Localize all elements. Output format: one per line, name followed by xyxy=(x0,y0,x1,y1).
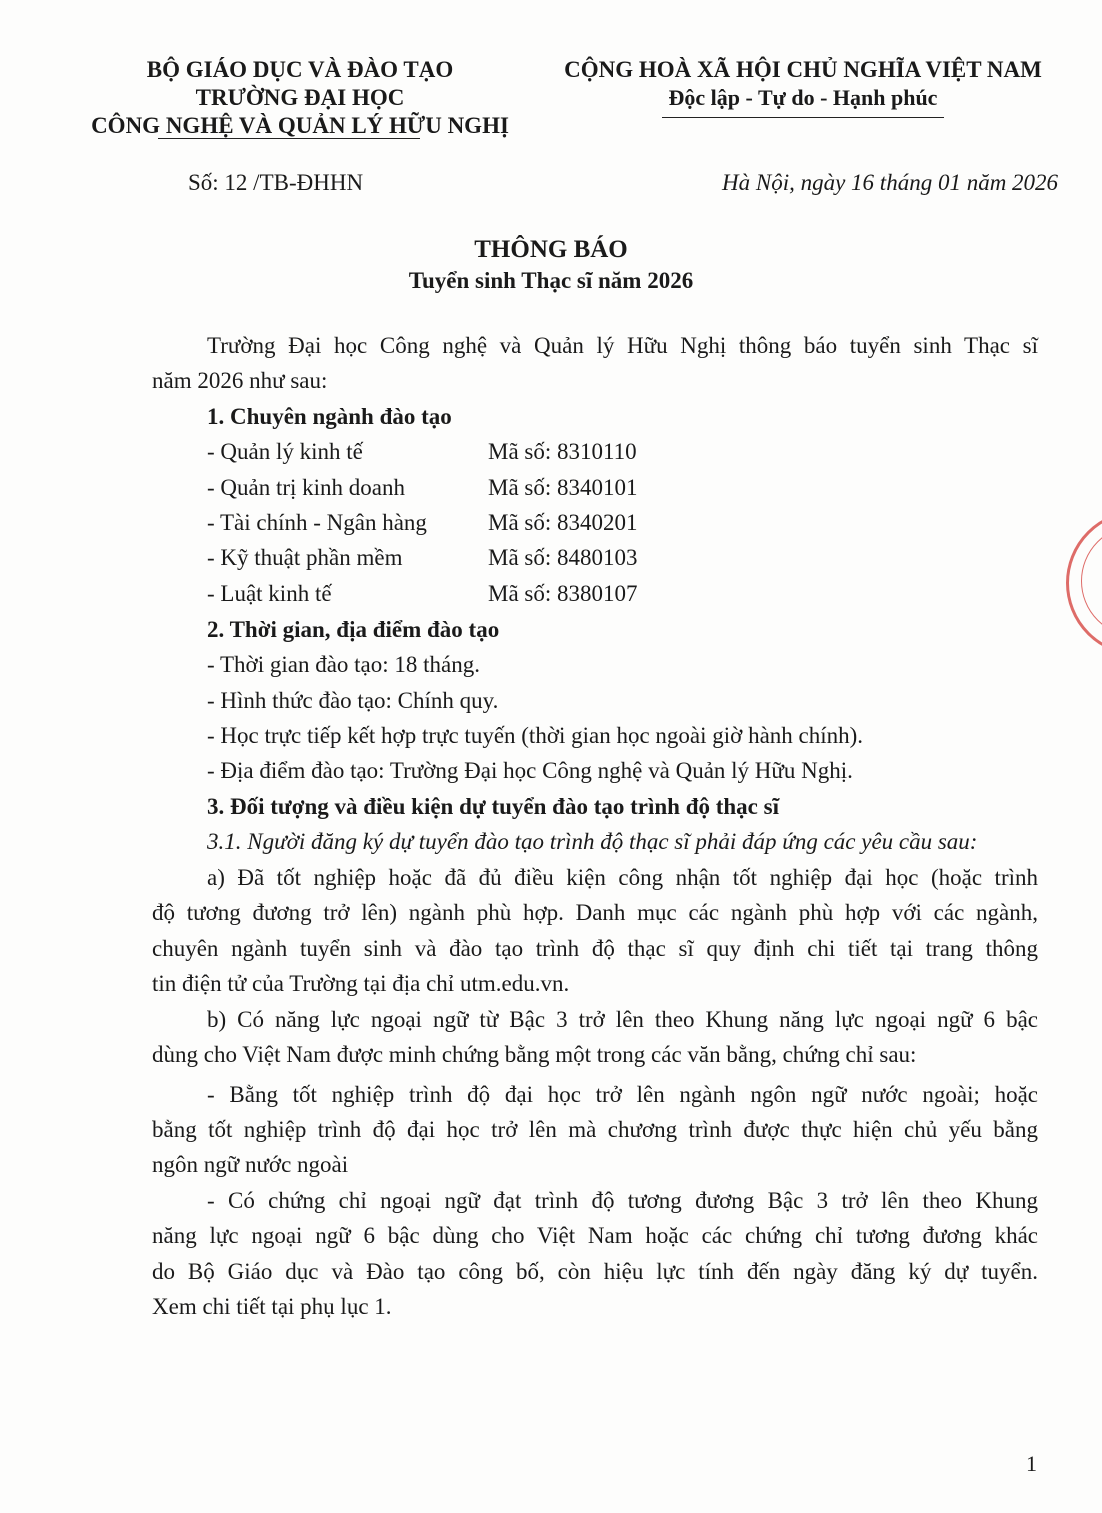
bullet2-line: Xem chi tiết tại phụ lục 1. xyxy=(152,1294,392,1319)
major-name: - Quản lý kinh tế xyxy=(207,439,363,464)
bullet1-line: ngôn ngữ nước ngoài xyxy=(152,1152,349,1177)
bullet1-line: - Bằng tốt nghiệp trình độ đại học trở lên ngành ngôn ngữ nước ngoài; hoặc xyxy=(207,1082,1038,1107)
section1-heading: 1. Chuyên ngành đào tạo xyxy=(207,404,452,429)
para-a-line: tin điện tử của Trường tại địa chỉ utm.edu.vn. xyxy=(152,971,570,996)
major-code: Mã số: 8380107 xyxy=(488,581,638,606)
major-name: - Luật kinh tế xyxy=(207,581,332,606)
document-subtitle: Tuyển sinh Thạc sĩ năm 2026 xyxy=(408,268,694,293)
issuer-block xyxy=(60,56,540,140)
major-name: - Quản trị kinh doanh xyxy=(207,475,406,500)
major-code: Mã số: 8340101 xyxy=(488,475,638,500)
section2-heading: 2. Thời gian, địa điểm đào tạo xyxy=(207,617,500,642)
national-header xyxy=(548,56,1058,112)
motto-underline xyxy=(662,117,944,118)
ministry-name: BỘ GIÁO DỤC VÀ ĐÀO TẠO xyxy=(146,57,454,82)
major-name: - Tài chính - Ngân hàng xyxy=(207,510,427,535)
intro-line-2: năm 2026 như sau: xyxy=(152,368,328,393)
seal-inner-ring xyxy=(1081,525,1102,637)
university-line2: CÔNG NGHỆ VÀ QUẢN LÝ HỮU NGHỊ xyxy=(91,113,509,138)
training-info-item: - Địa điểm đào tạo: Trường Đại học Công nghệ và Quản lý Hữu Nghị. xyxy=(207,758,853,783)
university-line1: TRƯỜNG ĐẠI HỌC xyxy=(195,85,405,110)
para-a-line: a) Đã tốt nghiệp hoặc đã đủ điều kiện công nhận tốt nghiệp đại học (hoặc trình xyxy=(207,865,1038,890)
bullet2-line: - Có chứng chỉ ngoại ngữ đạt trình độ tương đương Bậc 3 trở lên theo Khung xyxy=(207,1188,1038,1213)
para-b-line: dùng cho Việt Nam được minh chứng bằng một trong các văn bằng, chứng chỉ sau: xyxy=(152,1042,917,1067)
major-code: Mã số: 8340201 xyxy=(488,510,638,535)
document-title: THÔNG BÁO xyxy=(474,236,628,263)
page-number: 1 xyxy=(1026,1451,1037,1476)
bullet2-line: năng lực ngoại ngữ 6 bậc dùng cho Việt Nam hoặc các chứng chỉ tương đương khác xyxy=(152,1223,1038,1248)
document-number: Số: 12 /TB-ĐHHN xyxy=(188,170,364,195)
training-info-item: - Thời gian đào tạo: 18 tháng. xyxy=(207,652,480,677)
section3-heading: 3. Đối tượng và điều kiện dự tuyển đào tạo trình độ thạc sĩ xyxy=(207,794,779,819)
date-place: Hà Nội, ngày 16 tháng 01 năm 2026 xyxy=(722,170,1059,195)
national-motto: Độc lập - Tự do - Hạnh phúc xyxy=(668,85,938,110)
para-a-line: độ tương đương trở lên) ngành phù hợp. Danh mục các ngành phù hợp với các ngành, xyxy=(152,900,1038,925)
bullet2-line: do Bộ Giáo dục và Đào tạo công bố, còn hiệu lực tính đến ngày đăng ký dự tuyển. xyxy=(152,1259,1038,1284)
para-a-line: chuyên ngành tuyển sinh và đào tạo trình độ thạc sĩ quy định chi tiết tại trang thông xyxy=(152,936,1038,961)
country-name: CỘNG HOÀ XÃ HỘI CHỦ NGHĨA VIỆT NAM xyxy=(564,57,1042,82)
bullet1-line: bằng tốt nghiệp trình độ đại học trở lên mà chương trình được thực hiện chủ yếu bằng xyxy=(152,1117,1038,1142)
major-code: Mã số: 8310110 xyxy=(488,439,637,464)
major-name: - Kỹ thuật phần mềm xyxy=(207,545,403,570)
major-code: Mã số: 8480103 xyxy=(488,545,638,570)
intro-line-1: Trường Đại học Công nghệ và Quản lý Hữu Nghị thông báo tuyển sinh Thạc sĩ xyxy=(207,333,1038,358)
training-info-item: - Học trực tiếp kết hợp trực tuyến (thời gian học ngoài giờ hành chính). xyxy=(207,723,864,748)
para-b-line: b) Có năng lực ngoại ngữ từ Bậc 3 trở lên theo Khung năng lực ngoại ngữ 6 bậc xyxy=(207,1007,1038,1032)
section3-sub1: 3.1. Người đăng ký dự tuyển đào tạo trình độ thạc sĩ phải đáp ứng các yêu cầu sau: xyxy=(207,829,978,854)
official-seal-stamp xyxy=(1066,510,1102,656)
training-info-item: - Hình thức đào tạo: Chính quy. xyxy=(207,688,499,713)
issuer-underline xyxy=(158,138,420,139)
